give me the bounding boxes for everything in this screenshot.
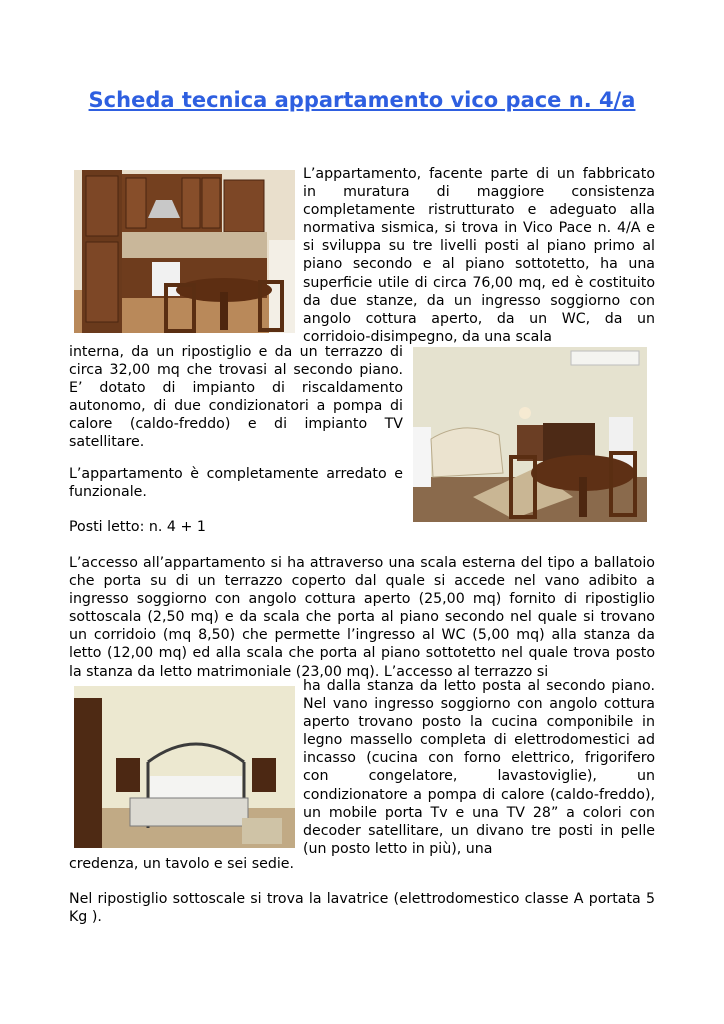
bedroom-photo — [74, 686, 295, 848]
paragraph-intro-continued: interna, da un ripostiglio e da un terrazzo di circa 32,00 mq che trovasi al secondo piano. E’ dotato di impianto di riscaldamento autonomo, di due condizionatori a pompa di calore (caldo-freddo) e di impianto TV satellitare. — [69, 344, 403, 451]
paragraph-living-area-continued: credenza, un tavolo e sei sedie. — [69, 856, 295, 872]
paragraph-access: L’accesso all’appartamento si ha attraverso una scala esterna del tipo a ballatoio che porta su di un terrazzo coperto dal quale si accede nel vano adibito a ingresso soggiorno con angolo cottura aperto (25,00 mq) fornito di ripostiglio sottoscala (2,50 mq) e da scala che porta al piano secondo nel quale si trovano un corridoio (mq 8,50) che permette l’ingresso al WC (5,00 mq) alla stanza da letto (12,00 mq) ed alla scala che porta al piano sottotetto nel quale trova posto la stanza da letto matrimoniale (23,00 mq). L’accesso al terrazzo si — [69, 555, 655, 680]
paragraph-furnished: L’appartamento è completamente arredato e funzionale. — [69, 466, 403, 501]
page-title: Scheda tecnica appartamento vico pace n. 4/a — [88, 88, 636, 112]
living-room-photo — [413, 347, 647, 522]
paragraph-washer: Nel ripostiglio sottoscale si trova la lavatrice (elettrodomestico classe A portata 5 Kg ). — [69, 891, 655, 926]
kitchen-photo — [74, 170, 295, 333]
paragraph-beds: Posti letto: n. 4 + 1 — [69, 519, 206, 535]
paragraph-living-area: ha dalla stanza da letto posta al secondo piano. Nel vano ingresso soggiorno con angolo cottura aperto trovano posto la cucina componibile in legno massello completa di elettrodomestici ad incasso (cucina con forno elettrico, frigorifero con congelatore, lavastoviglie), un condizionatore a pompa di calore (caldo-freddo), un mobile porta Tv e una TV 28” a colori con decoder satellitare, un divano tre posti in pelle (un posto letto in più), una — [303, 678, 655, 857]
paragraph-intro: L’appartamento, facente parte di un fabbricato in muratura di maggiore consistenza completamente ristrutturato e adeguato alla normativa sismica, si trova in Vico Pace n. 4/A e si sviluppa su tre livelli posti al piano primo al piano secondo e al piano sottotetto, ha una superficie utile di circa 76,00 mq, ed è costituito da due stanze, da un ingresso soggiorno con angolo cottura aperto, da un WC, da un corridoio-disimpegno, da una scala — [303, 166, 655, 345]
